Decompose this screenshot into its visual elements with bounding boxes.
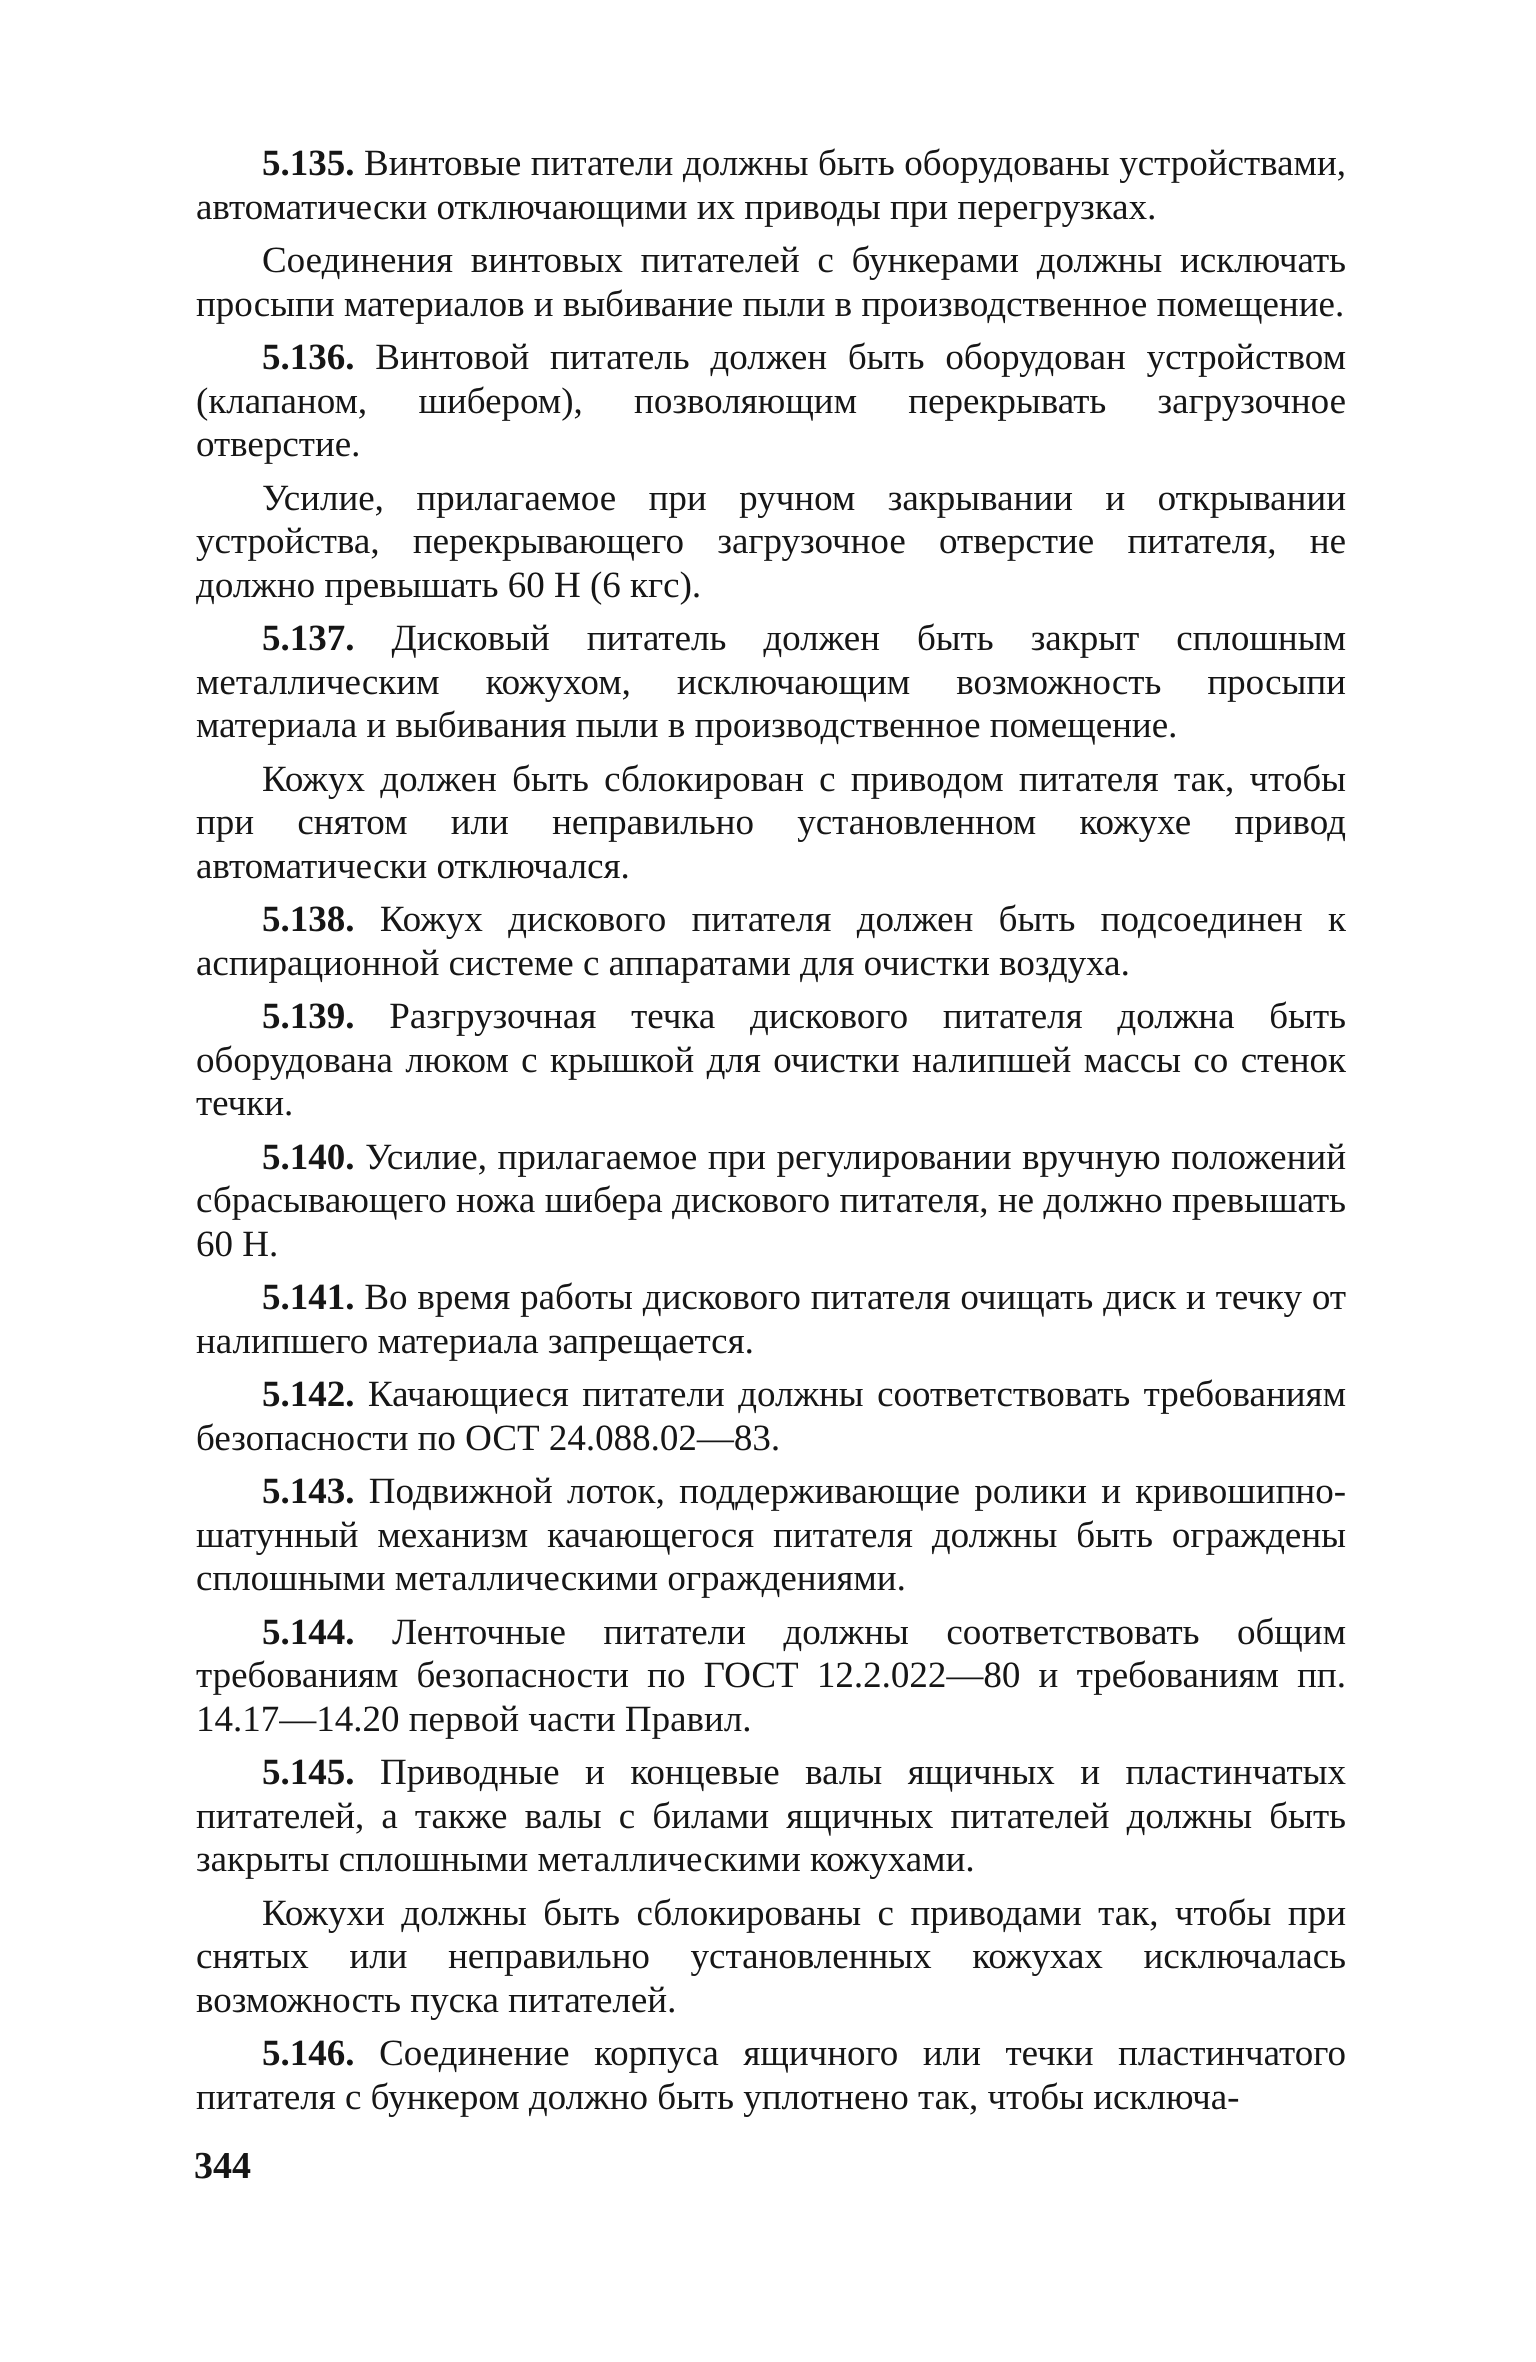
clause-number: 5.137. bbox=[262, 618, 355, 659]
body-text bbox=[196, 142, 1346, 2129]
clause-number: 5.142. bbox=[262, 1374, 355, 1415]
paragraph-text: Кожухи должны быть сблокированы с приводами так, чтобы при снятых или неправильно установленных кожухах исключалась возможность пуска питателей. bbox=[196, 1892, 1346, 2021]
clause-number: 5.141. bbox=[262, 1277, 355, 1318]
paragraph-5-137-cont bbox=[196, 758, 1346, 889]
paragraph-text: Ленточные питатели должны соответствовать общим требованиям безопасности по ГОСТ 12.2.022—80 и требованиям пп. 14.17—14.20 первой части Правил. bbox=[196, 1611, 1347, 1740]
clause-number: 5.140. bbox=[262, 1136, 355, 1178]
clause-number: 5.135. bbox=[262, 143, 355, 184]
paragraph-5-142 bbox=[196, 1373, 1346, 1460]
clause-number: 5.139. bbox=[262, 996, 355, 1037]
paragraph-text: Кожух должен быть сблокирован с приводом питателя так, чтобы при снятом или неправильно установленном кожухе привод автоматически отключался. bbox=[196, 758, 1346, 887]
paragraph-5-145-cont bbox=[196, 1892, 1346, 2023]
paragraph-5-137 bbox=[196, 617, 1346, 748]
paragraph-text: Винтовые питатели должны быть оборудованы устройствами, автоматически отключающими их приводы при перегрузках. bbox=[196, 143, 1346, 228]
paragraph-5-136-cont bbox=[196, 477, 1346, 608]
paragraph-text: Разгрузочная течка дискового питателя должна быть оборудована люком с крышкой для очистки налипшей массы со стенок течки. bbox=[196, 996, 1346, 1124]
paragraph-5-144 bbox=[196, 1611, 1346, 1742]
paragraph-5-143 bbox=[196, 1470, 1346, 1601]
paragraph-text: Приводные и концевые валы ящичных и пластинчатых питателей, а также валы с билами ящичных питателей должны быть закрыты сплошными металлическими кожухами. bbox=[196, 1752, 1347, 1880]
paragraph-5-135 bbox=[196, 142, 1346, 229]
paragraph-text: Усилие, прилагаемое при регулировании вручную положений сбрасывающего ножа шибера дискового питателя, не должно превышать 60 Н. bbox=[196, 1136, 1346, 1265]
paragraph-5-135-cont bbox=[196, 239, 1346, 326]
paragraph-5-139 bbox=[196, 995, 1346, 1126]
paragraph-5-141 bbox=[196, 1276, 1346, 1363]
paragraph-text: Дисковый питатель должен быть закрыт сплошным металлическим кожухом, исключающим возможность просыпи материала и выбивания пыли в производственное помещение. bbox=[196, 618, 1346, 746]
paragraph-5-140 bbox=[196, 1136, 1346, 1267]
paragraph-5-146 bbox=[196, 2032, 1346, 2119]
paragraph-text: Качающиеся питатели должны соответствовать требованиям безопасности по ОСТ 24.088.02—83. bbox=[196, 1374, 1346, 1459]
clause-number: 5.145. bbox=[262, 1752, 355, 1793]
clause-number: 5.136. bbox=[262, 337, 355, 378]
paragraph-text: Подвижной лоток, поддерживающие ролики и кривошипно-шатунный механизм качающегося питателя должны быть ограждены сплошными металлическими ограждениями. bbox=[196, 1471, 1347, 1599]
paragraph-text: Винтовой питатель должен быть оборудован устройством (клапаном, шибером), позволяющим перекрывать загрузочное отверстие. bbox=[196, 337, 1347, 465]
paragraph-5-136 bbox=[196, 336, 1346, 467]
paragraph-text: Соединения винтовых питателей с бункерами должны исключать просыпи материалов и выбивание пыли в производственное помещение. bbox=[196, 240, 1346, 325]
paragraph-text: Во время работы дискового питателя очищать диск и течку от налипшего материала запрещается. bbox=[196, 1277, 1346, 1362]
clause-number: 5.146. bbox=[262, 2033, 355, 2074]
page-number: 344 bbox=[194, 2145, 251, 2187]
paragraph-5-138 bbox=[196, 898, 1346, 985]
paragraph-text: Кожух дискового питателя должен быть подсоединен к аспирационной системе с аппаратами для очистки воздуха. bbox=[196, 899, 1347, 984]
paragraph-text: Соединение корпуса ящичного или течки пластинчатого питателя с бункером должно быть уплотнено так, чтобы исключа- bbox=[196, 2033, 1346, 2118]
clause-number: 5.143. bbox=[262, 1471, 355, 1512]
paragraph-text: Усилие, прилагаемое при ручном закрывании и открывании устройства, перекрывающего загрузочное отверстие питателя, не должно превышать 60 Н (6 кгс). bbox=[196, 477, 1346, 606]
paragraph-5-145 bbox=[196, 1751, 1346, 1882]
clause-number: 5.144. bbox=[262, 1611, 355, 1653]
clause-number: 5.138. bbox=[262, 899, 355, 940]
